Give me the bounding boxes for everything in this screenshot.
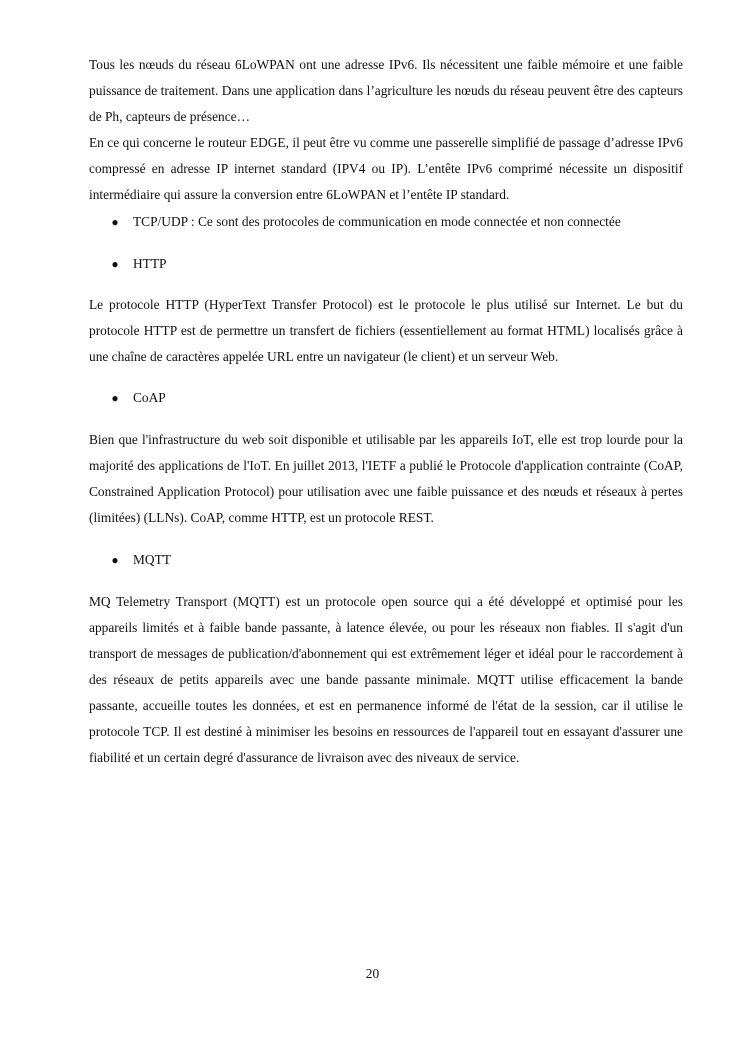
bullet-item-coap [89, 385, 683, 411]
paragraph-http: Le protocole HTTP (HyperText Transfer Protocol) est le protocole le plus utilisé sur Internet. Le but du protocole HTTP est de permettre un transfert de fichiers (essentiellement au format HTML) localisés grâce à une chaîne de caractères appelée URL entre un navigateur (le client) et un serveur Web. [89, 297, 683, 364]
paragraph-mqtt: MQ Telemetry Transport (MQTT) est un protocole open source qui a été développé et optimisé pour les appareils limités et à faible bande passante, à latence élevée, ou pour les réseaux non fiables. Il s'agit d'un transport de messages de publication/d'abonnement qui est extrêmement léger et idéal pour le raccordement à des réseaux de petits appareils avec une bande passante minimale. MQTT utilise efficacement la bande passante, accueille toutes les données, et est en permanence informé de l'état de la session, car il utilise le protocole TCP. Il est destiné à minimiser les besoins en ressources de l'appareil tout en essayant d'assurer une fiabilité et un certain degré d'assurance de livraison avec des niveaux de service. [89, 594, 683, 765]
bullet-item-mqtt [89, 547, 683, 573]
page-number: 20 [365, 966, 380, 981]
bullet-text-coap: CoAP [133, 390, 166, 405]
bullet-icon: ● [111, 553, 119, 567]
paragraph-6lowpan-nodes: Tous les nœuds du réseau 6LoWPAN ont une adresse IPv6. Ils nécessitent une faible mémoire et une faible puissance de traitement. Dans une application dans l’agriculture les nœuds du réseau peuvent être des capteurs de Ph, capteurs de présence… [89, 57, 683, 124]
bullet-text-http: HTTP [133, 256, 167, 271]
bullet-icon: ● [111, 215, 119, 229]
bullet-text-tcp-udp: TCP/UDP : Ce sont des protocoles de communication en mode connectée et non connectée [133, 214, 621, 229]
bullet-icon: ● [111, 257, 119, 271]
bullet-text-mqtt: MQTT [133, 552, 171, 567]
paragraph-edge-router: En ce qui concerne le routeur EDGE, il peut être vu comme une passerelle simplifié de passage d’adresse IPv6 compressé en adresse IP internet standard (IPV4 ou IP). L’entête IPv6 comprimé nécessite un dispositif intermédiaire qui assure la conversion entre 6LoWPAN et l’entête IP standard. [89, 135, 683, 202]
bullet-item-tcp-udp [89, 209, 683, 235]
bullet-item-http [89, 251, 683, 277]
document-body [89, 52, 683, 771]
paragraph-coap: Bien que l'infrastructure du web soit disponible et utilisable par les appareils IoT, elle est trop lourde pour la majorité des applications de l'IoT. En juillet 2013, l'IETF a publié le Protocole d'application contrainte (CoAP, Constrained Application Protocol) pour utilisation avec une faible puissance et des nœuds et réseaux à pertes (limitées) (LLNs). CoAP, comme HTTP, est un protocole REST. [89, 432, 683, 525]
bullet-icon: ● [111, 391, 119, 405]
